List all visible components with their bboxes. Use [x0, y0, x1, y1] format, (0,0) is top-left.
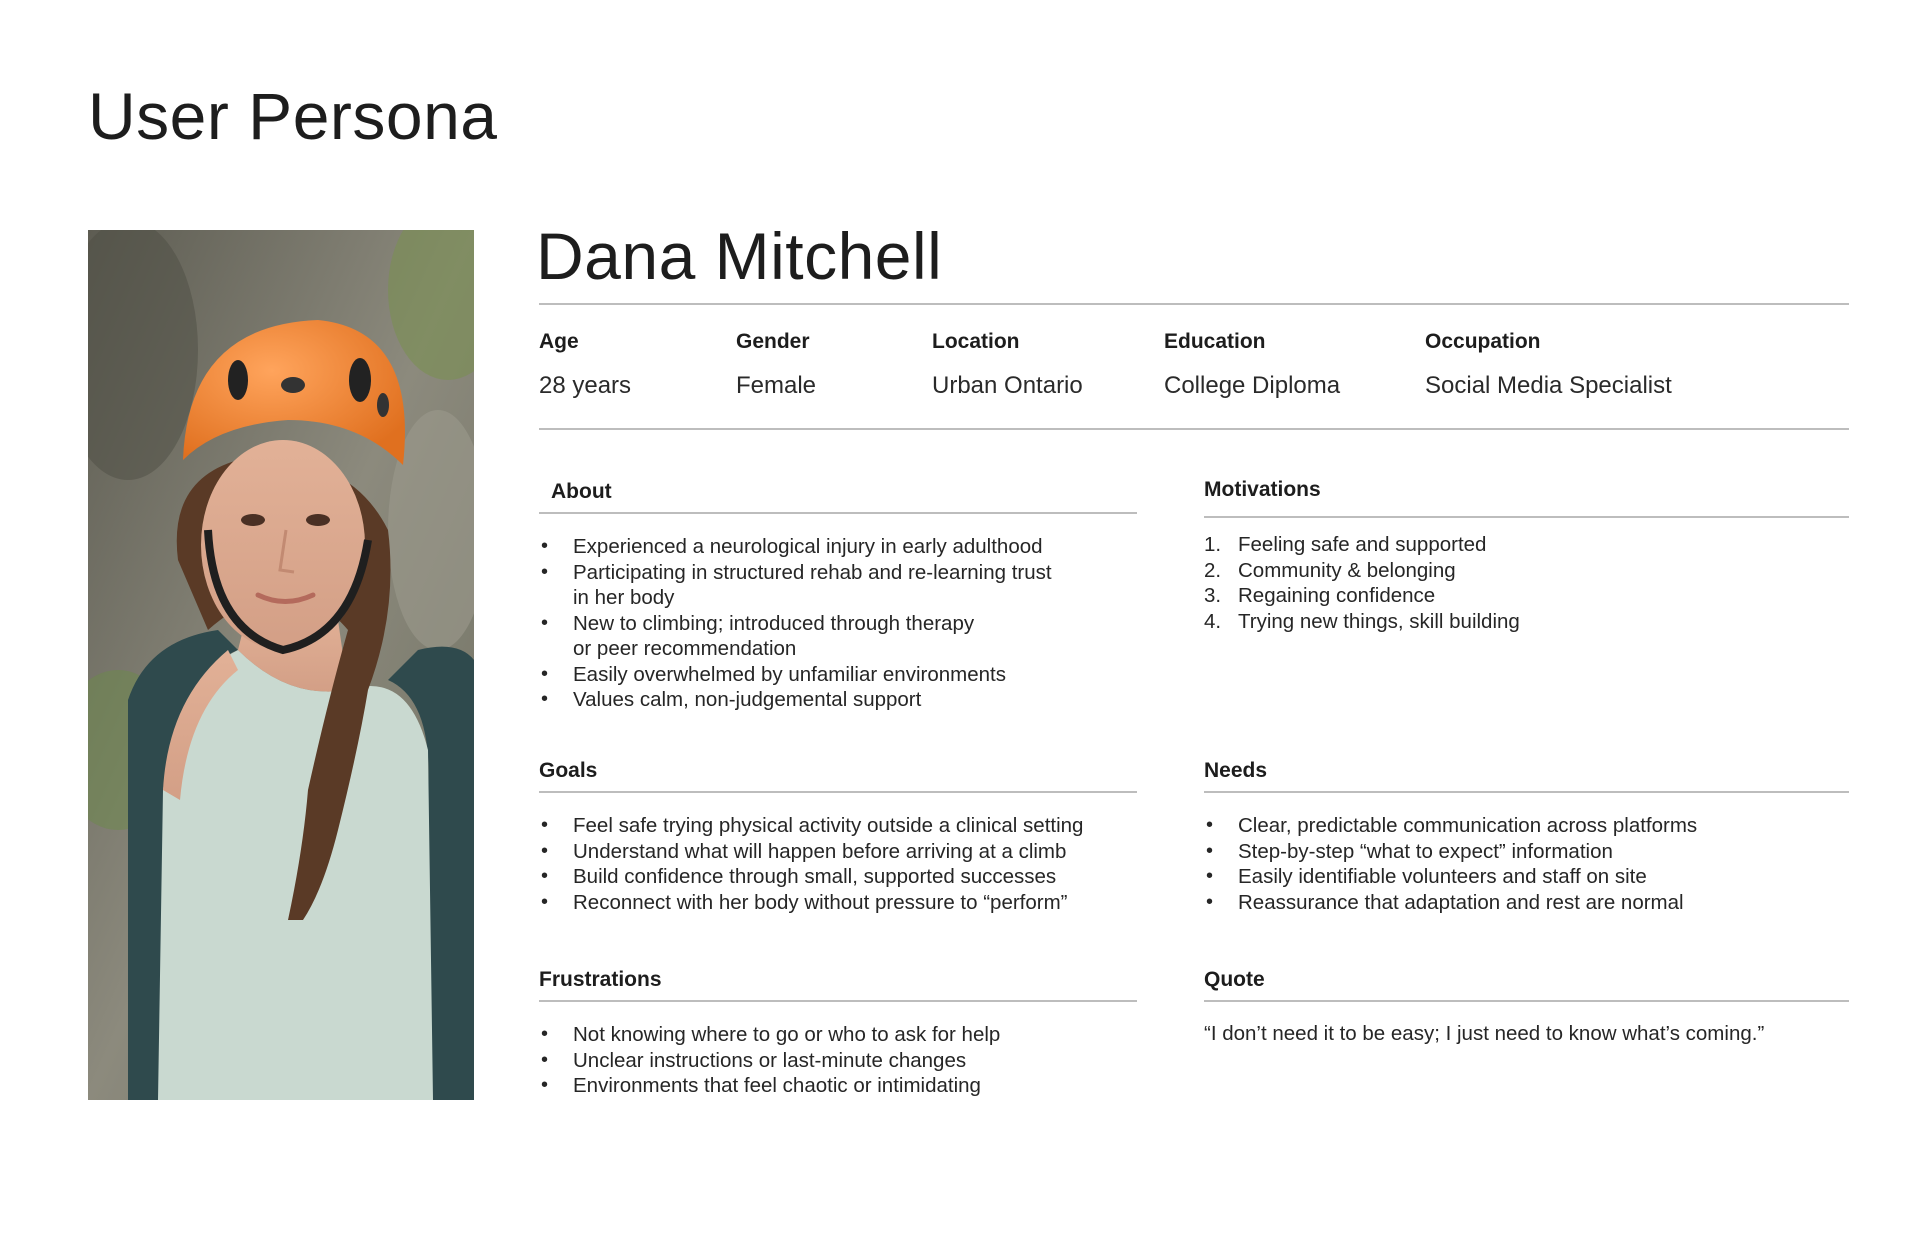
name-divider: [539, 303, 1849, 305]
list-item: • Values calm, non-judgemental support: [539, 687, 1137, 713]
list-item: [1204, 558, 1849, 584]
fact-occupation: [1425, 330, 1672, 400]
about-heading: About: [551, 480, 612, 503]
persona-photo: [88, 230, 474, 1100]
goals-list: [539, 813, 1137, 915]
frustrations-list: [539, 1022, 1137, 1099]
goals-section: [539, 759, 1137, 915]
fact-label: Location: [932, 330, 1020, 353]
list-item: • Reconnect with her body without pressure to “perform”: [539, 890, 1137, 916]
list-item-continuation: or peer recommendation: [573, 637, 797, 660]
persona-name: Dana Mitchell: [536, 219, 943, 293]
fact-age: [539, 330, 631, 400]
motivations-heading: Motivations: [1204, 478, 1321, 501]
list-item: • New to climbing; introduced through therapy: [539, 611, 1137, 637]
list-text: Regaining confidence: [1238, 584, 1436, 607]
list-item: [1204, 532, 1849, 558]
list-number: 4.: [1204, 609, 1222, 633]
list-item: • Reassurance that adaptation and rest are normal: [1204, 890, 1849, 916]
list-item: • Participating in structured rehab and re-learning trust: [539, 560, 1137, 586]
quote-section: [1204, 968, 1849, 1046]
fact-gender: [736, 330, 816, 400]
section-divider: [539, 791, 1137, 793]
list-item: [1204, 609, 1849, 635]
list-item: • Build confidence through small, supported successes: [539, 864, 1137, 890]
list-item: • Unclear instructions or last-minute changes: [539, 1048, 1137, 1074]
fact-label: Gender: [736, 330, 810, 353]
list-item: • Experienced a neurological injury in early adulthood: [539, 534, 1137, 560]
fact-label: Occupation: [1425, 330, 1541, 353]
list-item: • Environments that feel chaotic or intimidating: [539, 1073, 1137, 1099]
frustrations-heading: Frustrations: [539, 968, 662, 991]
motivations-section: [1204, 478, 1849, 634]
fact-value: Female: [736, 372, 817, 399]
section-divider: [539, 1000, 1137, 1002]
section-divider: [539, 512, 1137, 514]
fact-value: Social Media Specialist: [1425, 372, 1672, 399]
section-divider: [1204, 791, 1849, 793]
persona-facts: [539, 330, 1839, 410]
fact-label: Education: [1164, 330, 1266, 353]
section-divider: [1204, 1000, 1849, 1002]
about-list: [539, 534, 1137, 713]
list-item: • Understand what will happen before arriving at a climb: [539, 839, 1137, 865]
list-text: Feeling safe and supported: [1238, 533, 1487, 556]
facts-divider: [539, 428, 1849, 430]
list-item: • Clear, predictable communication across platforms: [1204, 813, 1849, 839]
fact-value: Urban Ontario: [932, 372, 1083, 399]
needs-heading: Needs: [1204, 759, 1268, 782]
needs-list: [1204, 813, 1849, 915]
list-item: • Easily overwhelmed by unfamiliar environments: [539, 662, 1137, 688]
fact-label: Age: [539, 330, 579, 353]
list-number: 2.: [1204, 558, 1222, 582]
list-item: • Not knowing where to go or who to ask for help: [539, 1022, 1137, 1048]
list-number: 1.: [1204, 533, 1222, 556]
list-item: • Easily identifiable volunteers and staff on site: [1204, 864, 1849, 890]
list-item: • Step-by-step “what to expect” information: [1204, 839, 1849, 865]
goals-heading: Goals: [539, 759, 598, 782]
fact-location: [932, 330, 1083, 400]
frustrations-section: [539, 968, 1137, 1099]
quote-heading: Quote: [1204, 968, 1265, 991]
fact-value: College Diploma: [1164, 372, 1341, 399]
section-divider: [1204, 516, 1849, 518]
fact-education: [1164, 330, 1340, 400]
list-text: Community & belonging: [1238, 558, 1456, 582]
persona-photo-illustration: [88, 230, 474, 1100]
needs-section: [1204, 759, 1849, 915]
list-number: 3.: [1204, 584, 1222, 607]
fact-value: 28 years: [539, 372, 632, 399]
quote-text: “I don’t need it to be easy; I just need to know what’s coming.”: [1204, 1022, 1765, 1045]
list-item-continuation: in her body: [573, 586, 675, 609]
page-title: User Persona: [88, 79, 498, 153]
list-item: • Feel safe trying physical activity outside a clinical setting: [539, 813, 1137, 839]
list-item: [1204, 583, 1849, 609]
list-text: Trying new things, skill building: [1238, 609, 1520, 633]
about-section: [539, 480, 1137, 713]
motivations-list: [1204, 532, 1849, 634]
